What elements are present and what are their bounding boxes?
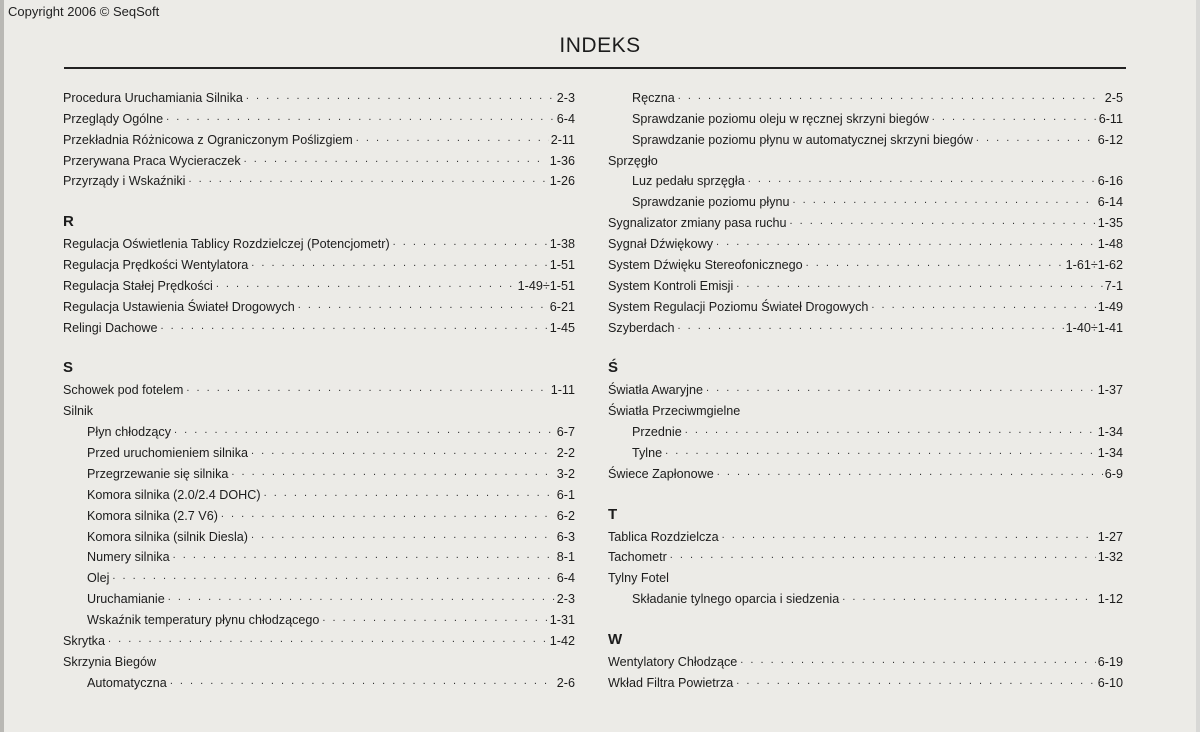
index-subentry[interactable] bbox=[63, 439, 575, 460]
dot-leader bbox=[722, 530, 1096, 541]
entry-label: System Regulacji Poziomu Świateł Drogowych bbox=[608, 299, 869, 314]
entry-label: Wskaźnik temperatury płynu chłodzącego bbox=[87, 613, 320, 628]
entry-label: Przerywana Praca Wycieraczek bbox=[63, 153, 241, 168]
dot-leader bbox=[790, 216, 1096, 227]
page-reference: 1-42 bbox=[549, 634, 575, 649]
page-reference: 6-2 bbox=[556, 508, 575, 523]
index-subentry[interactable] bbox=[63, 418, 575, 439]
index-entry[interactable] bbox=[63, 272, 575, 293]
section-spacer bbox=[608, 606, 1123, 627]
page-reference: 1-49÷1-51 bbox=[517, 278, 575, 293]
dot-leader bbox=[748, 174, 1096, 185]
index-subentry[interactable] bbox=[608, 105, 1123, 126]
index-subentry[interactable] bbox=[608, 168, 1123, 189]
copyright-notice: Copyright 2006 © SeqSoft bbox=[8, 4, 160, 19]
index-entry[interactable] bbox=[608, 209, 1123, 230]
entry-label: Przegrzewanie się silnika bbox=[87, 466, 229, 481]
index-entry[interactable] bbox=[608, 669, 1123, 690]
dot-leader bbox=[244, 154, 548, 165]
dot-leader bbox=[356, 133, 549, 144]
index-subentry[interactable] bbox=[608, 439, 1123, 460]
dot-leader bbox=[685, 425, 1096, 436]
entry-label: Ręczna bbox=[632, 90, 675, 105]
dot-leader bbox=[740, 655, 1096, 666]
page-reference: 6-21 bbox=[549, 299, 575, 314]
index-subentry[interactable] bbox=[63, 544, 575, 565]
index-subentry[interactable] bbox=[63, 502, 575, 523]
dot-leader bbox=[188, 174, 547, 185]
index-entry[interactable] bbox=[608, 272, 1123, 293]
page-reference: 1-38 bbox=[549, 237, 575, 252]
page-reference: 6-16 bbox=[1097, 174, 1123, 189]
entry-label: Tylny Fotel bbox=[608, 571, 669, 586]
index-entry[interactable] bbox=[608, 460, 1123, 481]
page-reference: 6-7 bbox=[556, 425, 575, 440]
entry-label: Sprzęgło bbox=[608, 153, 658, 168]
dot-leader bbox=[932, 112, 1097, 123]
dot-leader bbox=[842, 592, 1096, 603]
index-subentry[interactable] bbox=[63, 523, 575, 544]
page-reference: 1-12 bbox=[1097, 592, 1123, 607]
entry-label: Uruchamianie bbox=[87, 592, 165, 607]
page-reference: 1-45 bbox=[549, 320, 575, 335]
dot-leader bbox=[186, 383, 548, 394]
index-subentry[interactable] bbox=[608, 188, 1123, 209]
page-reference: 1-11 bbox=[550, 383, 575, 398]
page-reference: 6-12 bbox=[1097, 132, 1123, 147]
dot-leader bbox=[112, 571, 554, 582]
page-reference: 7-1 bbox=[1104, 278, 1123, 293]
dot-leader bbox=[706, 383, 1096, 394]
page-reference: 3-2 bbox=[556, 466, 575, 481]
page-reference: 1-31 bbox=[549, 613, 575, 628]
dot-leader bbox=[806, 258, 1064, 269]
index-entry[interactable] bbox=[63, 168, 575, 189]
entry-label: Przeglądy Ogólne bbox=[63, 111, 164, 126]
entry-label: Przekładnia Różnicowa z Ograniczonym Poślizgiem bbox=[63, 132, 353, 147]
index-entry[interactable] bbox=[608, 648, 1123, 669]
page-reference: 6-4 bbox=[556, 571, 575, 586]
entry-label: Sygnalizator zmiany pasa ruchu bbox=[608, 216, 787, 231]
dot-leader bbox=[298, 300, 548, 311]
page-reference: 1-34 bbox=[1097, 446, 1123, 461]
index-subentry[interactable] bbox=[63, 460, 575, 481]
dot-leader bbox=[264, 488, 555, 499]
index-entry[interactable] bbox=[63, 230, 575, 251]
page-reference: 2-3 bbox=[556, 592, 575, 607]
entry-label: Płyn chłodzący bbox=[87, 425, 171, 440]
entry-label: Numery silnika bbox=[87, 550, 170, 565]
dot-leader bbox=[161, 321, 548, 332]
entry-label: Komora silnika (2.0/2.4 DOHC) bbox=[87, 487, 261, 502]
section-letter: Ś bbox=[608, 359, 619, 377]
dot-leader bbox=[322, 613, 547, 624]
entry-label: Skrzynia Biegów bbox=[63, 654, 157, 669]
dot-leader bbox=[976, 133, 1096, 144]
section-letter: T bbox=[608, 505, 618, 523]
entry-label: Silnik bbox=[63, 404, 94, 419]
entry-label: Światła Awaryjne bbox=[608, 383, 703, 398]
entry-label: Regulacja Ustawienia Świateł Drogowych bbox=[63, 299, 295, 314]
entry-label: Sprawdzanie poziomu oleju w ręcznej skrzyni biegów bbox=[632, 111, 929, 126]
entry-label: Wkład Filtra Powietrza bbox=[608, 675, 734, 690]
index-subentry[interactable] bbox=[63, 564, 575, 585]
entry-label: Regulacja Oświetlenia Tablicy Rozdzielczej (Potencjometr) bbox=[63, 237, 390, 252]
section-spacer bbox=[63, 188, 575, 209]
dot-leader bbox=[717, 467, 1103, 478]
dot-leader bbox=[168, 592, 555, 603]
entry-label: Luz pedału sprzęgła bbox=[632, 174, 745, 189]
page-reference: 8-1 bbox=[556, 550, 575, 565]
entry-label: Komora silnika (2.7 V6) bbox=[87, 508, 218, 523]
dot-leader bbox=[871, 300, 1095, 311]
page-reference: 1-34 bbox=[1097, 425, 1123, 440]
page-reference: 1-49 bbox=[1097, 299, 1123, 314]
page-reference: 6-3 bbox=[556, 529, 575, 544]
page-reference: 1-61÷1-62 bbox=[1065, 258, 1123, 273]
dot-leader bbox=[251, 258, 548, 269]
index-subentry[interactable] bbox=[608, 418, 1123, 439]
index-heading[interactable] bbox=[608, 397, 1123, 418]
page-reference: 1-51 bbox=[549, 258, 575, 273]
entry-label: Przednie bbox=[632, 425, 682, 440]
index-subentry[interactable] bbox=[608, 126, 1123, 147]
index-entry[interactable] bbox=[608, 376, 1123, 397]
entry-label: Regulacja Stałej Prędkości bbox=[63, 278, 213, 293]
page-reference: 6-11 bbox=[1098, 111, 1123, 126]
dot-leader bbox=[231, 467, 554, 478]
page-title: INDEKS bbox=[559, 34, 641, 57]
page-reference: 6-4 bbox=[556, 111, 575, 126]
index-subentry[interactable] bbox=[608, 84, 1123, 105]
page-reference: 1-36 bbox=[549, 153, 575, 168]
dot-leader bbox=[174, 425, 555, 436]
entry-label: System Kontroli Emisji bbox=[608, 278, 734, 293]
dot-leader bbox=[166, 112, 555, 123]
page-reference: 6-19 bbox=[1097, 654, 1123, 669]
page-reference: 2-5 bbox=[1104, 90, 1123, 105]
dot-leader bbox=[251, 530, 555, 541]
entry-label: Skrytka bbox=[63, 634, 105, 649]
index-entry[interactable] bbox=[63, 627, 575, 648]
page-reference: 2-2 bbox=[556, 446, 575, 461]
entry-label: Sprawdzanie poziomu płynu w automatycznej skrzyni biegów bbox=[632, 132, 973, 147]
dot-leader bbox=[216, 279, 516, 290]
dot-leader bbox=[670, 550, 1096, 561]
entry-label: Schowek pod fotelem bbox=[63, 383, 184, 398]
index-entry[interactable] bbox=[608, 251, 1123, 272]
dot-leader bbox=[736, 279, 1103, 290]
dot-leader bbox=[665, 446, 1096, 457]
index-entry[interactable] bbox=[63, 126, 575, 147]
entry-label: Komora silnika (silnik Diesla) bbox=[87, 529, 248, 544]
index-subentry[interactable] bbox=[608, 585, 1123, 606]
page-reference: 1-37 bbox=[1097, 383, 1123, 398]
entry-label: Składanie tylnego oparcia i siedzenia bbox=[632, 592, 840, 607]
index-entry[interactable] bbox=[63, 84, 575, 105]
page-reference: 1-27 bbox=[1097, 529, 1123, 544]
dot-leader bbox=[678, 321, 1064, 332]
section-spacer bbox=[63, 335, 575, 356]
dot-leader bbox=[221, 509, 555, 520]
section-letter: R bbox=[63, 213, 74, 231]
entry-label: Olej bbox=[87, 571, 110, 586]
dot-leader bbox=[393, 237, 548, 248]
section-letter: S bbox=[63, 359, 74, 377]
index-page bbox=[4, 0, 1196, 732]
entry-label: Tachometr bbox=[608, 550, 667, 565]
index-subentry[interactable] bbox=[63, 669, 575, 690]
entry-label: Automatyczna bbox=[87, 675, 167, 690]
entry-label: Sprawdzanie poziomu płynu bbox=[632, 195, 790, 210]
index-heading[interactable] bbox=[63, 648, 575, 669]
title-rule bbox=[64, 67, 1126, 69]
page-reference: 1-48 bbox=[1097, 237, 1123, 252]
entry-label: Wentylatory Chłodzące bbox=[608, 654, 738, 669]
index-heading[interactable] bbox=[608, 147, 1123, 168]
index-entry[interactable] bbox=[608, 230, 1123, 251]
entry-label: Świece Zapłonowe bbox=[608, 466, 714, 481]
section-spacer bbox=[608, 335, 1123, 356]
dot-leader bbox=[793, 195, 1096, 206]
index-subentry[interactable] bbox=[63, 585, 575, 606]
index-entry[interactable] bbox=[608, 544, 1123, 565]
page-reference: 6-14 bbox=[1097, 195, 1123, 210]
index-entry[interactable] bbox=[608, 293, 1123, 314]
page-reference: 2-3 bbox=[556, 90, 575, 105]
entry-label: Przed uruchomieniem silnika bbox=[87, 446, 248, 461]
index-heading[interactable] bbox=[608, 564, 1123, 585]
entry-label: Procedura Uruchamiania Silnika bbox=[63, 90, 243, 105]
index-column-left bbox=[63, 84, 575, 690]
page-reference: 1-32 bbox=[1097, 550, 1123, 565]
entry-label: Sygnał Dźwiękowy bbox=[608, 237, 713, 252]
dot-leader bbox=[170, 676, 555, 687]
entry-label: System Dźwięku Stereofonicznego bbox=[608, 258, 803, 273]
entry-label: Tablica Rozdzielcza bbox=[608, 529, 719, 544]
index-entry[interactable] bbox=[63, 147, 575, 168]
index-subentry[interactable] bbox=[63, 481, 575, 502]
page-reference: 6-10 bbox=[1097, 675, 1123, 690]
section-spacer bbox=[608, 481, 1123, 502]
index-entry[interactable] bbox=[63, 251, 575, 272]
entry-label: Regulacja Prędkości Wentylatora bbox=[63, 258, 249, 273]
index-heading[interactable] bbox=[63, 397, 575, 418]
dot-leader bbox=[251, 446, 555, 457]
page-reference: 2-6 bbox=[556, 675, 575, 690]
index-entry[interactable] bbox=[63, 376, 575, 397]
page-reference: 6-9 bbox=[1104, 466, 1123, 481]
entry-label: Szyberdach bbox=[608, 320, 675, 335]
index-entry[interactable] bbox=[63, 293, 575, 314]
page-reference: 1-40÷1-41 bbox=[1065, 320, 1123, 335]
dot-leader bbox=[173, 550, 555, 561]
dot-leader bbox=[716, 237, 1096, 248]
page-reference: 2-11 bbox=[550, 132, 575, 147]
page-reference: 1-35 bbox=[1097, 216, 1123, 231]
dot-leader bbox=[108, 634, 548, 645]
index-entry[interactable] bbox=[608, 314, 1123, 335]
dot-leader bbox=[246, 91, 555, 102]
index-subentry[interactable] bbox=[63, 606, 575, 627]
entry-label: Relingi Dachowe bbox=[63, 320, 158, 335]
section-letter: W bbox=[608, 631, 623, 649]
entry-label: Światła Przeciwmgielne bbox=[608, 404, 741, 419]
index-entry[interactable] bbox=[608, 523, 1123, 544]
page-reference: 1-26 bbox=[549, 174, 575, 189]
index-column-right bbox=[608, 84, 1123, 690]
entry-label: Przyrządy i Wskaźniki bbox=[63, 174, 186, 189]
entry-label: Tylne bbox=[632, 446, 663, 461]
page-reference: 6-1 bbox=[556, 487, 575, 502]
dot-leader bbox=[736, 676, 1096, 687]
index-entry[interactable] bbox=[63, 314, 575, 335]
dot-leader bbox=[678, 91, 1103, 102]
index-entry[interactable] bbox=[63, 105, 575, 126]
